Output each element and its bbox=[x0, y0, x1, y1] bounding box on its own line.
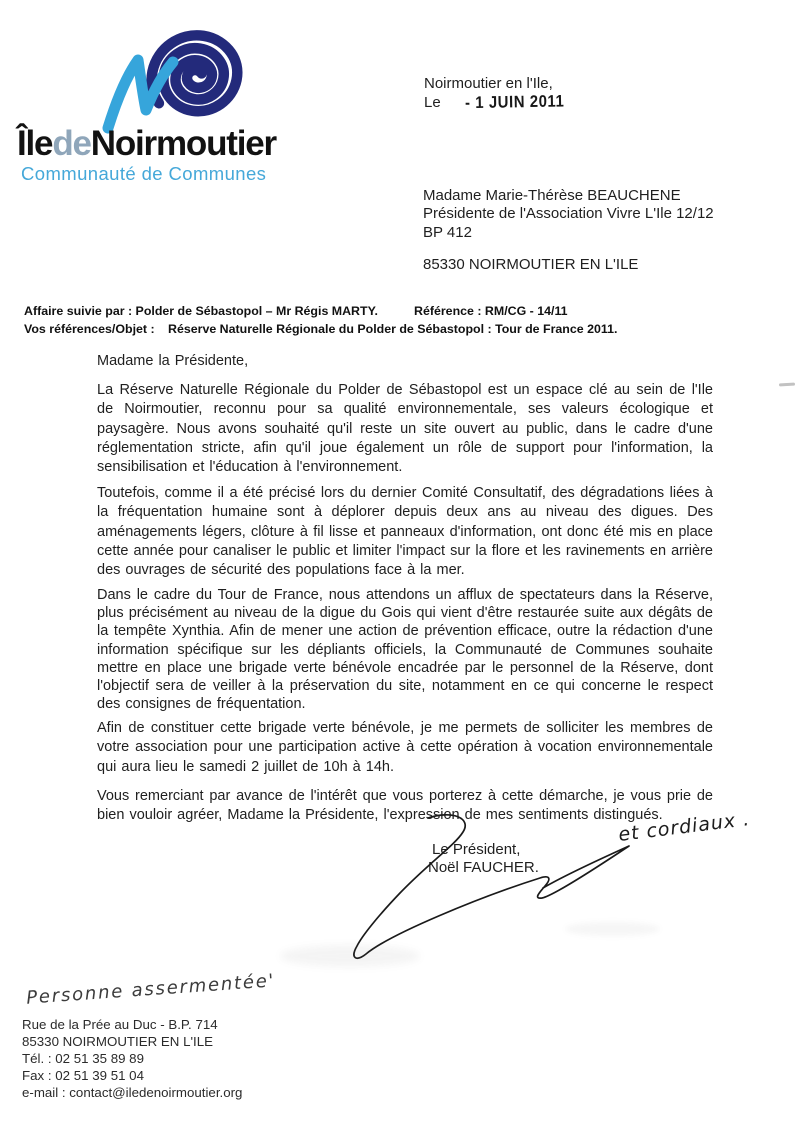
footer-phone: Tél. : 02 51 35 89 89 bbox=[22, 1051, 144, 1066]
paragraph-4: Afin de constituer cette brigade verte bénévole, je me permets de solliciter les membres de votre association pour une participation active à cette opération à vocation environnementale qui aura lieu le samedi 2 juillet de 10h à 14h. bbox=[97, 720, 713, 775]
recipient-name: Madame Marie-Thérèse BEAUCHENE bbox=[423, 187, 681, 204]
logo-spiral-icon bbox=[135, 22, 252, 133]
footer-fax: Fax : 02 51 39 51 04 bbox=[22, 1068, 144, 1083]
affaire-suivie-par: Affaire suivie par : Polder de Sébastopol – Mr Régis MARTY. bbox=[24, 304, 378, 318]
scan-artifact-smudge bbox=[280, 945, 420, 967]
date-stamp: - 1 JUIN 2011 bbox=[464, 92, 565, 113]
paragraph-5: Vous remerciant par avance de l'intérêt que vous porterez à cette démarche, je vous prie de bien vouloir agréer, Madame la Présidente, l'expression de mes sentiments distingués. bbox=[97, 788, 713, 824]
footer-street: Rue de la Prée au Duc - B.P. 714 bbox=[22, 1017, 218, 1032]
objet-label: Vos références/Objet : bbox=[24, 322, 155, 336]
recipient-city: 85330 NOIRMOUTIER EN L'ILE bbox=[423, 255, 639, 273]
logo-word-de: de bbox=[52, 124, 91, 163]
recipient-bp: BP 412 bbox=[423, 223, 472, 241]
footer-contact-block bbox=[22, 1016, 242, 1101]
recipient-title: Présidente de l'Association Vivre L'Ile 12/12 bbox=[423, 205, 714, 223]
logo-subtitle: Communauté de Communes bbox=[21, 163, 267, 184]
footer-city: 85330 NOIRMOUTIER EN L'ILE bbox=[22, 1034, 213, 1049]
salutation: Madame la Présidente, bbox=[97, 353, 249, 369]
logo-wordmark bbox=[17, 124, 276, 164]
scan-artifact-dash bbox=[779, 383, 795, 387]
signer-title: Le Président, bbox=[432, 841, 521, 858]
footer-email: e-mail : contact@iledenoirmoutier.org bbox=[22, 1085, 243, 1100]
date-le-label: Le bbox=[424, 94, 441, 111]
logo-word-noirmoutier: Noirmoutier bbox=[90, 124, 276, 163]
objet-value: Réserve Naturelle Régionale du Polder de Sébastopol : Tour de France 2011. bbox=[168, 322, 618, 336]
date-place: Noirmoutier en l'Ile, bbox=[424, 75, 553, 92]
handwritten-cordiaux-note: et cordiaux . bbox=[617, 808, 752, 846]
handwritten-assermentee-note: Personne assermentée' bbox=[25, 970, 277, 1009]
paragraph-2: Toutefois, comme il a été précisé lors du dernier Comité Consultatif, des dégradations liées à la fréquentation humaine sont à déplorer depuis deux ans au niveau des digues. Des aménagements légers, clôture à fil lisse et panneaux d'information, ont donc été mis en place cette année pour canaliser le public et limiter l'impact sur la flore et les ravinements en arrière des ouvrages de sécurité des populations face à la mer. bbox=[97, 485, 713, 579]
recipient-block bbox=[423, 187, 714, 274]
logo-word-ile: Île bbox=[17, 124, 53, 163]
signer-name: Noël FAUCHER. bbox=[428, 859, 539, 876]
signature-scribble bbox=[340, 805, 660, 970]
scan-artifact-smudge bbox=[565, 922, 660, 936]
reference-number: Référence : RM/CG - 14/11 bbox=[414, 304, 568, 318]
paragraph-3: Dans le cadre du Tour de France, nous attendons un afflux de spectateurs dans la Réserve, plus précisément au niveau de la digue du Gois qui vient d'être restaurée suite aux dégâts de la tempête Xynthia. Afin de mener une action de prévention efficace, outre la rédaction d'une information spécifique sur les dépliants officiels, la Communauté de Communes souhaite mettre en place une brigade verte bénévole encadrée par le personnel de la Réserve, dont l'objectif sera de veiller à la préservation du site, notamment en ce qui concerne le respect des consignes de fréquentation. bbox=[97, 587, 713, 713]
paragraph-1: La Réserve Naturelle Régionale du Polder de Sébastopol est un espace clé au sein de l'Ile de Noirmoutier, reconnu pour sa qualité environnementale, ses valeurs écologique et paysagère. Nous avons souhaité qu'il reste un site ouvert au public, dans le cadre d'une réglementation stricte, afin qu'il joue également un rôle de support pour l'information, la sensibilisation et l'éducation à l'environnement. bbox=[97, 382, 713, 476]
date-line bbox=[424, 94, 566, 112]
